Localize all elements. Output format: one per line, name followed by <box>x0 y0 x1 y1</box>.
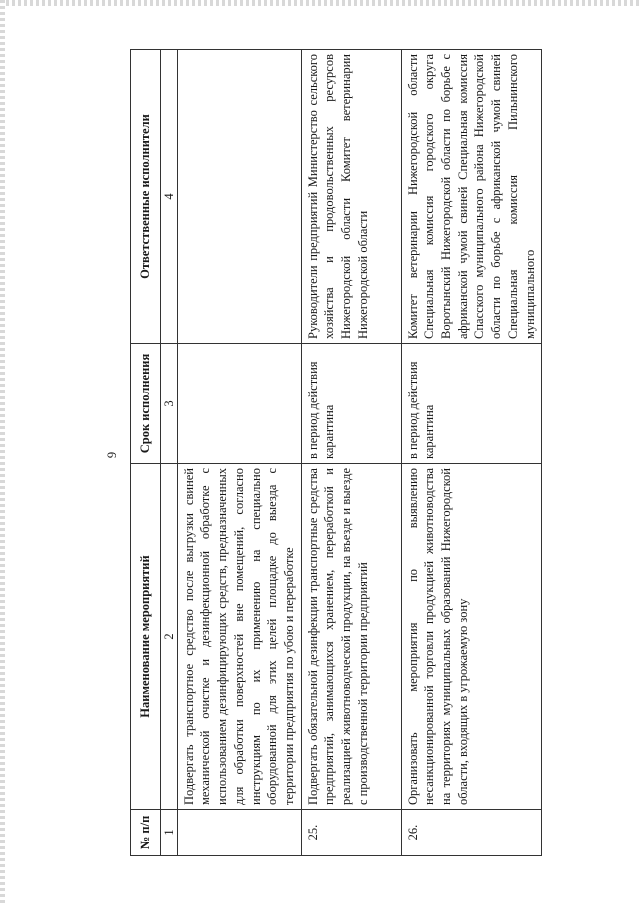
row-responsible <box>177 50 301 344</box>
row-deadline: в период действия карантина <box>301 344 401 464</box>
row-responsible: Руководители предприятий Министерство сельского хозяйства и продовольственных ресурсов Нижегородской области Комитет ветеринарии Нижегородской области <box>301 50 401 344</box>
row-measure: Подвергать транспортное средство после выгрузки свиней механической очистке и дезинфекционной обработке с использованием дезинфицирующих средств, предназначенных для обработки поверхностей вне помещений, согласно инструкциям по их применению на специально оборудованной для этих целей площадке до выезда с территории предприятия по убою и переработке <box>177 464 301 810</box>
row-measure: Организовать мероприятия по выявлению несанкционированной торговли продукцией животноводства на территориях муниципальных образований Нижегородской области, входящих в угрожаемую зону <box>401 464 542 810</box>
table-header-row <box>131 50 161 856</box>
column-number: 4 <box>160 50 177 344</box>
row-responsible: Комитет ветеринарии Нижегородской области Специальная комиссия городского округа Воротынский Нижегородской области по борьбе с африканской чумой свиней Специальная комиссия Спасского муниципального района Нижегородской области по борьбе с африканской чумой свиней Специальная комиссия Пильнинского муниципального <box>401 50 542 344</box>
table-row <box>401 50 542 856</box>
column-number: 1 <box>160 810 177 856</box>
column-number-row <box>160 50 177 856</box>
row-num: 25. <box>301 810 401 856</box>
header-deadline: Срок исполнения <box>131 344 161 464</box>
column-number: 2 <box>160 464 177 810</box>
scan-edge-left <box>0 0 5 905</box>
row-num: 26. <box>401 810 542 856</box>
column-number: 3 <box>160 344 177 464</box>
row-deadline: в период действия карантина <box>401 344 542 464</box>
header-num: № п/п <box>131 810 161 856</box>
page-number: 9 <box>105 451 119 459</box>
row-deadline <box>177 344 301 464</box>
header-responsible: Ответственные исполнители <box>131 50 161 344</box>
table-row <box>301 50 401 856</box>
header-name: Наименование мероприятий <box>131 464 161 810</box>
row-measure: Подвергать обязательной дезинфекции транспортные средства предприятий, занимающихся хранением, переработкой и реализацией животноводческой продукции, на въезде и выезде с производственной территории предприятий <box>301 464 401 810</box>
row-num <box>177 810 301 856</box>
scan-edge-top <box>0 0 640 6</box>
measures-table <box>130 49 542 856</box>
rotated-page <box>100 40 537 870</box>
table-row <box>177 50 301 856</box>
